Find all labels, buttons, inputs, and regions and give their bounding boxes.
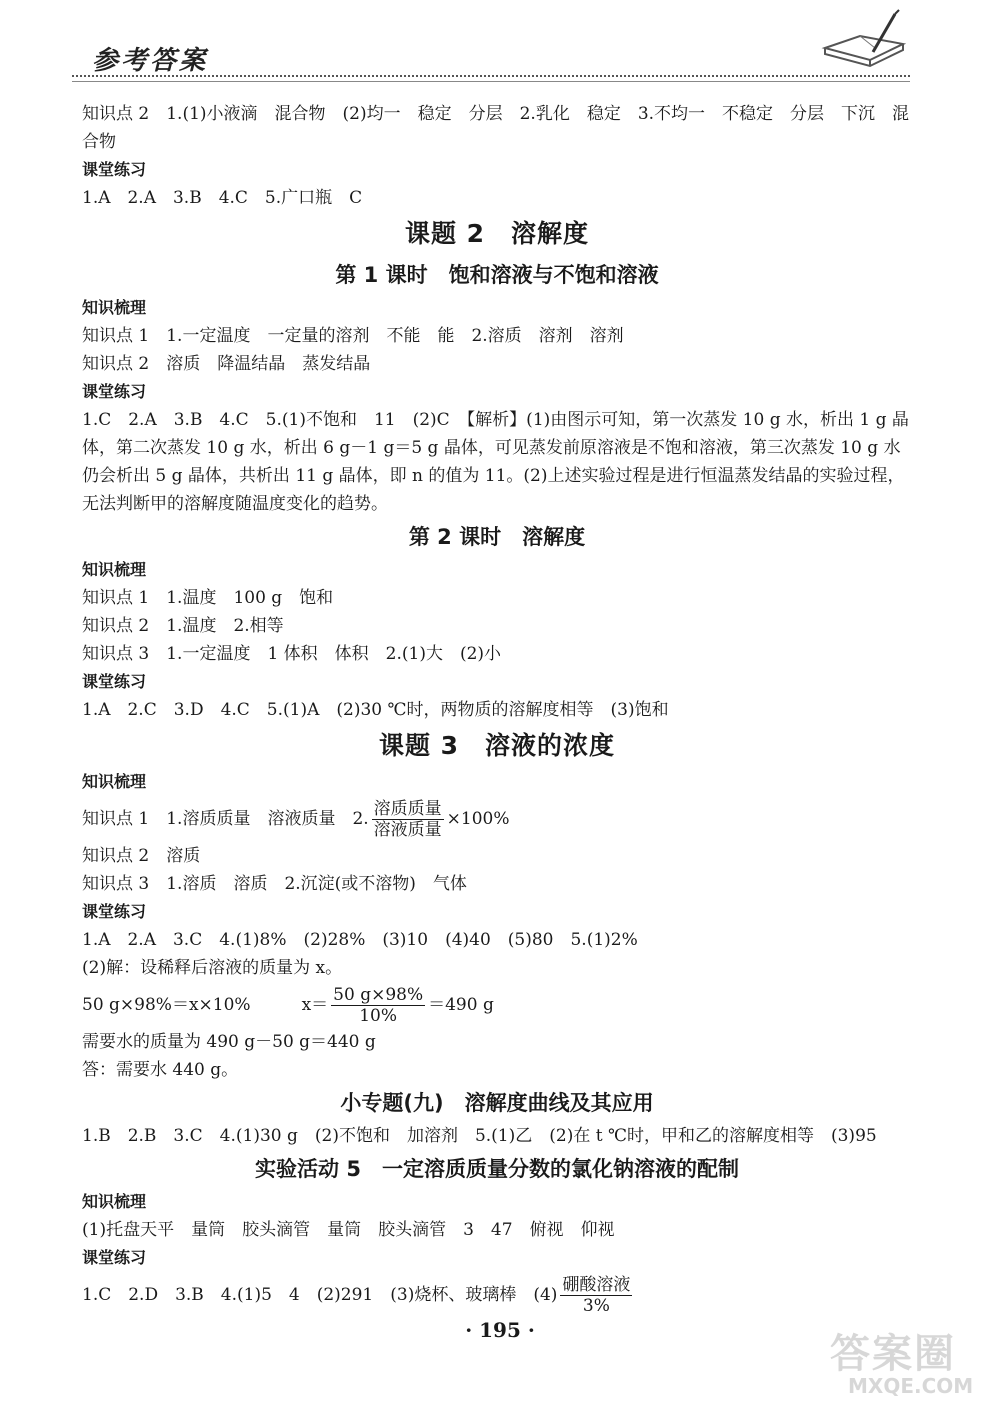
answer-content [82, 100, 912, 1318]
fraction [560, 1275, 632, 1316]
text-line: 答：需要水 440 g。 [82, 1060, 239, 1080]
section-label: 知识梳理 [82, 1192, 147, 1211]
fraction [372, 799, 444, 840]
text-segment: 1.C 2.D 3.B 4.(1)5 4 (2)291 (3)烧杯、玻璃棒 (4) [82, 1285, 558, 1305]
lesson-heading: 第 2 课时 溶解度 [408, 525, 586, 549]
text-line: 知识点 2 1.(1)小液滴 混合物 (2)均一 稳定 分层 2.乳化 稳定 3.不均一 不稳定 分层 下沉 混合物 [82, 104, 910, 152]
section-label: 知识梳理 [82, 560, 147, 579]
text-line: 知识点 3 1.溶质 溶质 2.沉淀(或不溶物) 气体 [82, 874, 467, 894]
fraction-denominator: 溶液质量 [373, 820, 442, 840]
watermark-url: MXQE.COM [848, 1374, 974, 1398]
text-segment: 知识点 1 1.溶质质量 溶液质量 2. [82, 809, 369, 829]
section-label: 课堂练习 [82, 1248, 147, 1267]
text-segment: ＝490 g [428, 995, 494, 1015]
text-line: 1.A 2.A 3.B 4.C 5.广口瓶 C [82, 188, 363, 208]
page-number: · 195 · [465, 1318, 535, 1342]
text-line: (2)解：设稀释后溶液的质量为 x。 [82, 958, 343, 978]
section-label: 知识梳理 [82, 298, 147, 317]
text-line: 需要水的质量为 490 g－50 g＝440 g [82, 1032, 376, 1052]
text-segment: ×100% [446, 809, 510, 829]
special-topic-heading: 小专题(九) 溶解度曲线及其应用 [340, 1091, 654, 1115]
fraction-numerator: 50 g×98% [333, 985, 424, 1005]
text-line: 知识点 2 1.温度 2.相等 [82, 616, 284, 636]
section-label: 课堂练习 [82, 160, 147, 179]
topic-heading: 课题 3 溶液的浓度 [378, 731, 616, 760]
page-header [0, 0, 1000, 90]
lesson-heading: 第 1 课时 饱和溶液与不饱和溶液 [335, 263, 659, 287]
watermark [830, 1322, 980, 1402]
text-line: 1.A 2.C 3.D 4.C 5.(1)A (2)30 ℃时，两物质的溶解度相等 (3)饱和 [82, 700, 669, 720]
text-line-with-fraction [82, 982, 912, 1028]
experiment-heading: 实验活动 5 一定溶质质量分数的氯化钠溶液的配制 [255, 1157, 739, 1181]
text-line-with-fraction [82, 796, 912, 842]
header-divider-2 [72, 81, 910, 82]
section-label: 课堂练习 [82, 672, 147, 691]
header-divider [72, 75, 910, 77]
section-label: 课堂练习 [82, 382, 147, 401]
section-label: 课堂练习 [82, 902, 147, 921]
text-line-with-fraction [82, 1272, 912, 1318]
fraction [331, 985, 425, 1026]
text-line: 知识点 3 1.一定温度 1 体积 体积 2.(1)大 (2)小 [82, 644, 502, 664]
text-line: 知识点 2 溶质 [82, 846, 201, 866]
fraction-numerator: 硼酸溶液 [562, 1275, 631, 1295]
topic-heading: 课题 2 溶解度 [404, 219, 590, 248]
watermark-text: 答案圈 [830, 1331, 956, 1377]
fraction-denominator: 3% [582, 1296, 610, 1316]
header-title: 参考答案 [92, 46, 209, 76]
fraction-numerator: 溶质质量 [373, 799, 442, 819]
fraction-denominator: 10% [359, 1006, 398, 1026]
section-label: 知识梳理 [82, 772, 147, 791]
text-paragraph: 1.C 2.A 3.B 4.C 5.(1)不饱和 11 (2)C 【解析】(1)由图示可知，第一次蒸发 10 g 水，析出 1 g 晶体，第二次蒸发 10 g 水，析出 6 g－1 g＝5 g 晶体，可见蒸发前原溶液是不饱和溶液，第三次蒸发 10 g 水仍会析出 5 g 晶体，共析出 11 g 晶体，即 n 的值为 11。(2)上述实验过程是进行恒温蒸发结晶的实验过程，无法判断甲的溶解度随温度变化的趋势。 [82, 410, 909, 514]
text-line: 1.B 2.B 3.C 4.(1)30 g (2)不饱和 加溶剂 5.(1)乙 (2)在 t ℃时，甲和乙的溶解度相等 (3)95 [82, 1126, 877, 1146]
text-segment: 50 g×98%＝x×10% x＝ [82, 995, 329, 1015]
text-line: (1)托盘天平 量筒 胶头滴管 量筒 胶头滴管 3 47 俯视 仰视 [82, 1220, 615, 1240]
text-line: 知识点 1 1.温度 100 g 饱和 [82, 588, 334, 608]
text-line: 1.A 2.A 3.C 4.(1)8% (2)28% (3)10 (4)40 (5)80 5.(1)2% [82, 930, 638, 950]
text-line: 知识点 1 1.一定温度 一定量的溶剂 不能 能 2.溶质 溶剂 溶剂 [82, 326, 624, 346]
text-line: 知识点 2 溶质 降温结晶 蒸发结晶 [82, 354, 371, 374]
book-pen-icon [815, 8, 910, 78]
